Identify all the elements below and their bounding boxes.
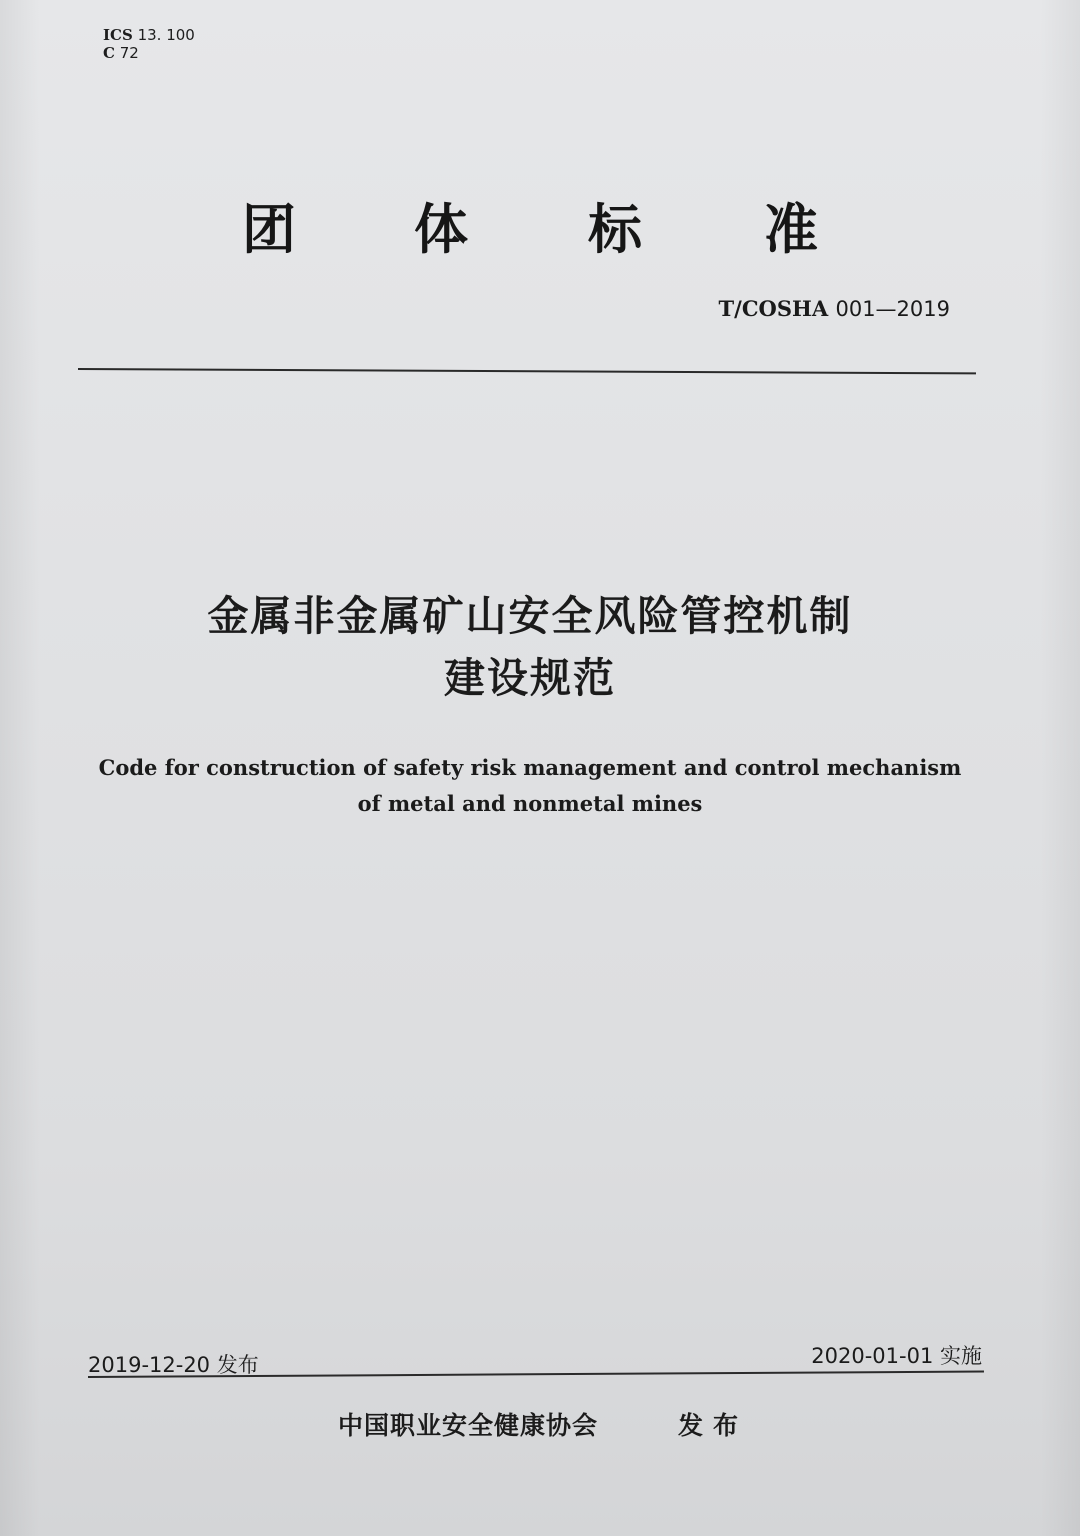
ccs-code-line bbox=[103, 44, 195, 62]
standard-number bbox=[719, 296, 950, 321]
english-title bbox=[0, 750, 1060, 822]
ics-code: 13. 100 bbox=[137, 26, 195, 44]
classification-codes bbox=[103, 26, 195, 62]
category-char-1: 团 bbox=[242, 198, 296, 261]
category-char-3: 标 bbox=[588, 198, 642, 261]
top-divider-line bbox=[78, 368, 976, 374]
ccs-code: 72 bbox=[119, 44, 139, 62]
chinese-title-line-1: 金属非金属矿山安全风险管控机制 bbox=[207, 592, 853, 640]
publisher-action: 发布 bbox=[678, 1411, 749, 1440]
standard-number-value: 001—2019 bbox=[835, 297, 950, 321]
issue-date: 2019-12-20 发布 bbox=[88, 1353, 259, 1377]
chinese-title-line-2: 建设规范 bbox=[444, 654, 616, 702]
english-title-line-1: Code for construction of safety risk management and control mechanism bbox=[98, 755, 962, 780]
ics-label: ICS bbox=[103, 26, 133, 44]
publisher-name: 中国职业安全健康协会 bbox=[338, 1411, 599, 1440]
ics-code-line bbox=[103, 26, 195, 44]
implementation-date: 2020-01-01 实施 bbox=[811, 1344, 982, 1368]
english-title-line-2: of metal and nonmetal mines bbox=[357, 791, 703, 816]
standard-number-prefix: T/COSHA bbox=[718, 296, 829, 321]
category-char-2: 体 bbox=[414, 198, 468, 261]
chinese-title bbox=[0, 585, 1060, 709]
category-char-4: 准 bbox=[764, 198, 818, 261]
ccs-label: C bbox=[103, 44, 115, 62]
standard-category-heading bbox=[0, 198, 1080, 268]
